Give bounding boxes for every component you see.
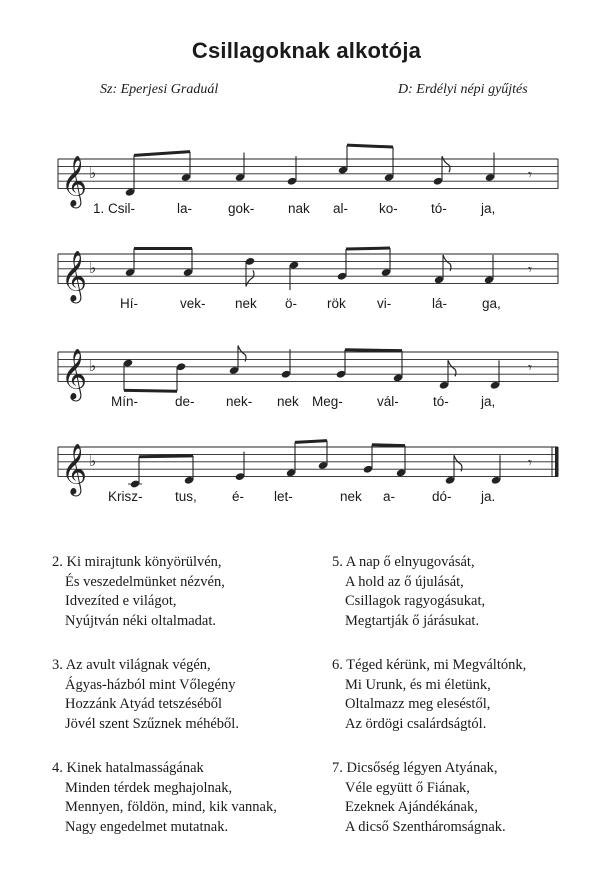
page-title: Csillagoknak alkotója [191, 38, 422, 63]
staff-4 [0, 433, 613, 493]
lyric-syllable: nek [340, 489, 362, 504]
lyric-syllable: ga, [482, 296, 501, 311]
lyric-syllable: ja. [481, 489, 496, 504]
treble-clef-icon: 𝄞 [61, 443, 88, 495]
note-beam [347, 145, 393, 147]
lyric-syllable: ja, [481, 394, 496, 409]
lyric-syllable: a- [383, 489, 396, 504]
stanza-line: 6. Téged kérünk, mi Megváltónk, [332, 657, 527, 673]
stanza-line: 4. Kinek hatalmasságának [52, 760, 204, 776]
lyric-syllable: nak [288, 201, 310, 216]
eighth-rest-icon: 𝄾 [528, 165, 532, 184]
key-flat-icon: ♭ [89, 356, 97, 375]
text-source-credit: Sz: Eperjesi Graduál [100, 82, 219, 97]
stanza-6 [332, 656, 526, 734]
lyric-syllable: Meg- [312, 394, 343, 409]
lyric-syllable: é- [232, 489, 245, 504]
stanza-line: 2. Ki mirajtunk könyörülvén, [52, 554, 222, 570]
treble-clef-icon: 𝄞 [61, 250, 88, 302]
note-beam [139, 456, 193, 457]
final-barline-thick [555, 447, 559, 477]
stanza-3 [52, 656, 239, 734]
stanza-line: Megtartják ő járásukat. [345, 612, 480, 629]
stanza-line: Az ördögi csalárdságtól. [345, 715, 487, 732]
stanza-line: 3. Az avult világnak végén, [52, 657, 211, 673]
lyric-syllable: Mín- [111, 394, 138, 409]
lyric-syllable: nek- [226, 394, 253, 409]
stanza-2 [52, 553, 225, 631]
lyric-syllable: nek [277, 394, 299, 409]
lyric-syllable: al- [333, 201, 349, 216]
lyric-syllable: ja, [481, 201, 496, 216]
note-beam [345, 350, 402, 351]
lyric-syllable: tó- [431, 201, 447, 216]
stanza-line: És veszedelmünket nézvén, [65, 573, 225, 590]
staff-1 [0, 145, 613, 205]
stanza-line: Hozzánk Atyád tetszéséből [65, 696, 223, 712]
lyric-syllable: let- [274, 489, 293, 504]
stanza-line: Mi Urunk, és mi életünk, [345, 676, 491, 693]
lyric-syllable: rök [327, 296, 346, 311]
lyric-syllable: la- [177, 201, 193, 216]
treble-clef-icon: 𝄞 [61, 155, 88, 207]
key-flat-icon: ♭ [89, 451, 97, 470]
note-beam [295, 441, 327, 443]
lyric-syllable: nek [235, 296, 257, 311]
stanza-line: Ágyas-házból mint Vőlegény [65, 676, 236, 693]
stanza-line: Véle együtt ő Fiának, [345, 779, 470, 796]
stanza-line: Mennyen, földön, mind, kik vannak, [65, 799, 277, 815]
stanza-line: Minden térdek meghajolnak, [65, 779, 233, 796]
note-beam [124, 390, 177, 391]
lyric-syllable: Krisz- [108, 489, 143, 504]
stanza-line: Nyújtván néki oltalmadat. [65, 612, 217, 629]
staff-2 [0, 240, 613, 300]
stanza-line: Csillagok ragyogásukat, [345, 593, 486, 609]
stanza-line: Ezeknek Ajándékának, [345, 799, 478, 815]
lyric-syllable: ö- [285, 296, 298, 311]
note-beam [134, 152, 190, 156]
lyric-syllable: vál- [377, 394, 399, 409]
note-beam [372, 445, 405, 446]
stanza-line: Oltalmazz meg eleséstől, [345, 696, 491, 712]
stanza-4 [52, 759, 277, 837]
stanza-line: 5. A nap ő elnyugovását, [332, 554, 475, 570]
lyric-syllable: ko- [379, 201, 398, 216]
lyric-syllable: tó- [433, 394, 449, 409]
treble-clef-icon: 𝄞 [61, 348, 88, 400]
lyric-syllable: de- [175, 394, 195, 409]
key-flat-icon: ♭ [89, 258, 97, 277]
eighth-rest-icon: 𝄾 [528, 453, 532, 472]
stanza-7 [332, 759, 506, 837]
stanza-line: Jövél szent Szűznek méhéből. [65, 715, 239, 732]
lyric-syllable: tus, [175, 489, 197, 504]
lyric-syllable: vek- [180, 296, 206, 311]
note-beam [346, 248, 390, 249]
stanza-line: Idvezíted e világot, [65, 593, 177, 609]
lyric-syllable: 1. Csil- [93, 201, 136, 216]
stanza-5 [332, 553, 485, 631]
lyric-syllable: Hí- [120, 296, 138, 311]
key-flat-icon: ♭ [89, 163, 97, 182]
eighth-rest-icon: 𝄾 [528, 260, 532, 279]
eighth-rest-icon: 𝄾 [528, 358, 532, 377]
lyric-syllable: gok- [228, 201, 255, 216]
lyric-syllable: lá- [432, 296, 448, 311]
lyric-syllable: dó- [432, 489, 452, 504]
lyric-syllable: vi- [377, 296, 392, 311]
stanza-line: Nagy engedelmet mutatnak. [65, 818, 229, 835]
stanza-line: A dicső Szentháromságnak. [345, 818, 506, 835]
stanza-line: A hold az ő újulását, [345, 573, 464, 590]
staff-3 [0, 338, 613, 398]
melody-source-credit: D: Erdélyi népi gyűjtés [398, 82, 528, 97]
stanza-line: 7. Dicsőség légyen Atyának, [332, 760, 498, 776]
